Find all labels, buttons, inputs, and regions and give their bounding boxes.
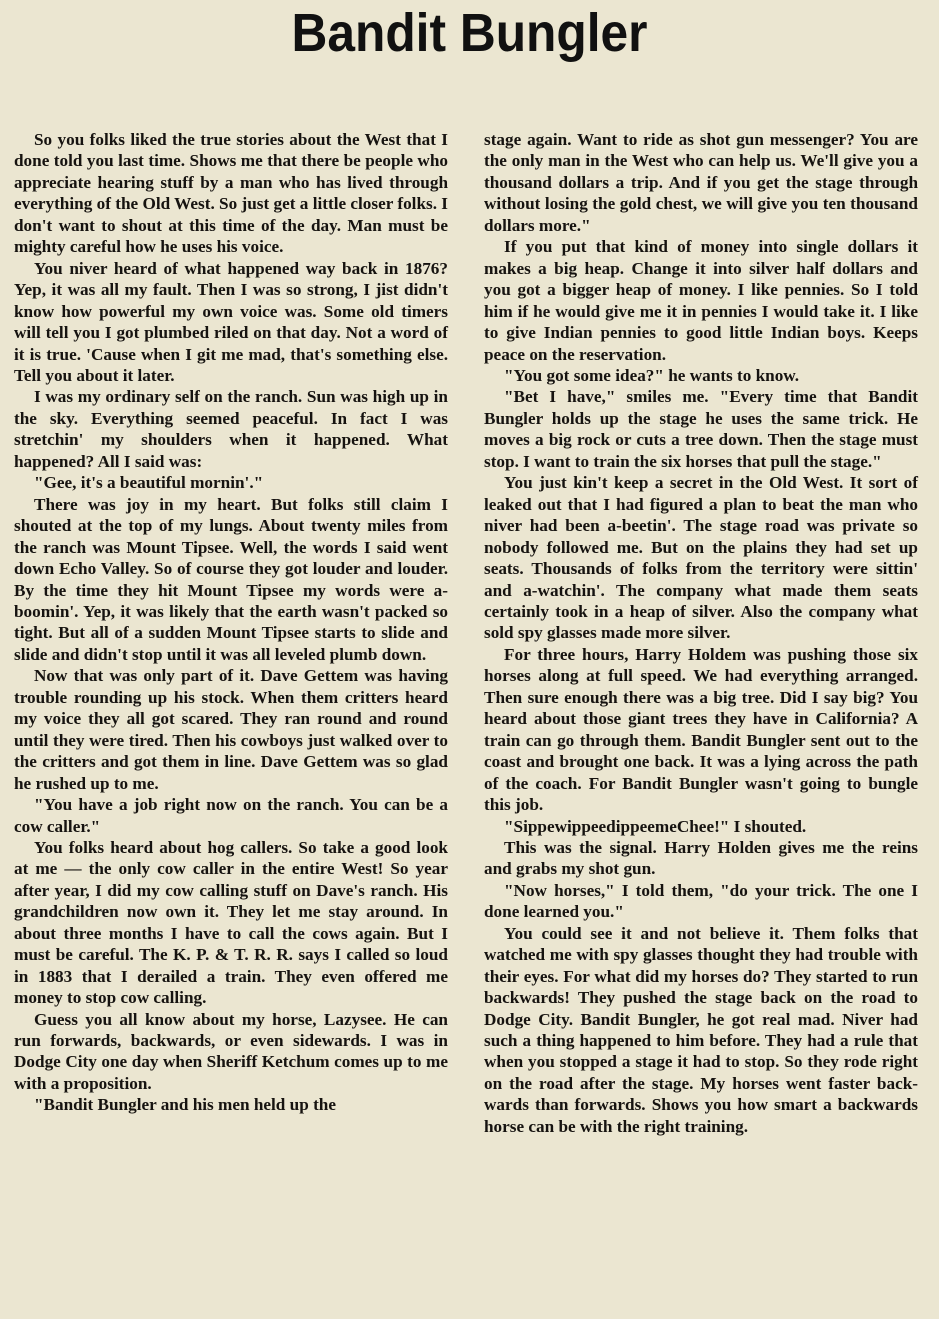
paragraph: "You have a job right now on the ranch. You can be a cow caller." bbox=[14, 795, 448, 836]
paragraph: You niver heard of what happened way back in 1876? Yep, it was all my fault. Then I was so strong, I jist didn't know how powerful my own voice was. Some old timers will tell you I got plumbed riled on that day. Not a word of it is true. 'Cause when I git me mad, that's something else. Tell you about it later. bbox=[14, 258, 448, 385]
paragraph: You could see it and not believe it. Them folks that watched me with spy glasses thought they had trouble with their eyes. For what did my horses do? They started to run backwards! They pushed the stage back on the road to Dodge City. Bandit Bungler, he got real mad. Niver had such a thing happened to him before. They had a rule that when you stopped a stage it had to stop. So they rode right on the road after the stage. My horses went faster backwards than forwards. Shows you how smart a backwards horse can be with the right training. bbox=[484, 923, 918, 1136]
paragraph: You folks heard about hog callers. So take a good look at me — the only cow caller in the entire West! So year after year, I did my cow calling stuff on Dave's ranch. His grandchildren now own it. They let me stay around. In about three months I have to call the cows again. But I must be careful. The K. P. & T. R. R. says I called so loud in 1883 that I derailed a train. They even offered me money to stop cow calling. bbox=[14, 837, 448, 1008]
story-title: Bandit Bungler bbox=[291, 3, 648, 63]
paragraph: Now that was only part of it. Dave Gettem was having trouble rounding up his stock. When them critters heard my voice they all got scared. They ran round and round until they were tired. Then his cowboys just walked over to the critters and got them in line. Dave Gettem was so glad he rushed up to me. bbox=[14, 666, 448, 793]
paragraph: Guess you all know about my horse, Lazysee. He can run forwards, backwards, or even sidewards. I was in Dodge City one day when Sheriff Ketchum comes up to me with a proposition. bbox=[14, 1009, 448, 1093]
paragraph: For three hours, Harry Holdem was pushing those six horses along at full speed. We had everything arranged. Then sure enough there was a big tree. Did I say big? You heard about those giant trees they have in California? A train can go through them. Bandit Bungler sent out to the coast and brought one back. It was a lying across the path of the coach. For Bandit Bungler wasn't going to bungle this job. bbox=[484, 644, 918, 815]
paragraph: "Bandit Bungler and his men held up the bbox=[34, 1095, 336, 1115]
paragraph: "Bet I have," smiles me. "Every time that Bandit Bungler holds up the stage he uses the same trick. He moves a big rock or cuts a tree down. Then the stage must stop. I want to train the six horses that pull the stage." bbox=[484, 387, 918, 471]
paragraph: This was the signal. Harry Holden gives me the reins and grabs my shot gun. bbox=[484, 837, 918, 879]
left-column bbox=[14, 129, 448, 1116]
paragraph: If you put that kind of money into single dollars it makes a big heap. Change it into silver half dollars and you got a bigger heap of money. I like pennies. So I told him if he would give me it in pennies I would take it. I like to give Indian pennies to good little Indian boys. Keeps peace on the reservation. bbox=[484, 237, 918, 364]
paragraph: "SippewippeedippeemeChee!" I shouted. bbox=[504, 816, 807, 836]
paragraph: "Now horses," I told them, "do your trick. The one I done learned you." bbox=[484, 880, 918, 922]
paragraph: You just kin't keep a secret in the Old West. It sort of leaked out that I had figured a plan to beat the man who niver had been a-beetin'. The stage road was private so nobody followed me. But on the plains they had set up seats. Thousands of folks from the territory were sittin' and a-watchin'. The company what made them seats certainly took in a heap of silver. Also the company what sold spy glasses made more silver. bbox=[484, 473, 918, 643]
paragraph: So you folks liked the true stories about the West that I done told you last time. Shows me that there be people who appreciate hearing stuff by a man who has lived through everything of the Old West. So just get a little closer folks. I don't want to shout at this time of the day. Man must be mighty careful how he uses his voice. bbox=[14, 130, 448, 257]
paragraph: stage again. Want to ride as shot gun messenger? You are the only man in the West who can help us. We'll give you a thousand dollars a trip. And if you get the stage through without losing the gold chest, we will give you ten thousand dollars more." bbox=[484, 130, 918, 235]
paragraph: "Gee, it's a beautiful mornin'." bbox=[34, 473, 264, 493]
right-column bbox=[484, 129, 918, 1137]
paragraph: There was joy in my heart. But folks still claim I shouted at the top of my lungs. About twenty miles from the ranch was Mount Tipsee. Well, the words I said went down Echo Valley. So of course they got louder and louder. By the time they hit Mount Tipsee my words were a-boomin'. Yep, it was likely that the earth wasn't packed so tight. But all of a sudden Mount Tipsee starts to slide and slide and didn't stop until it was all leveled plumb down. bbox=[14, 494, 448, 664]
paragraph: I was my ordinary self on the ranch. Sun was high up in the sky. Everything seemed peaceful. In fact I was stretchin' my shoulders when it happened. What happened? All I said was: bbox=[14, 387, 448, 471]
paragraph: "You got some idea?" he wants to know. bbox=[504, 365, 800, 385]
